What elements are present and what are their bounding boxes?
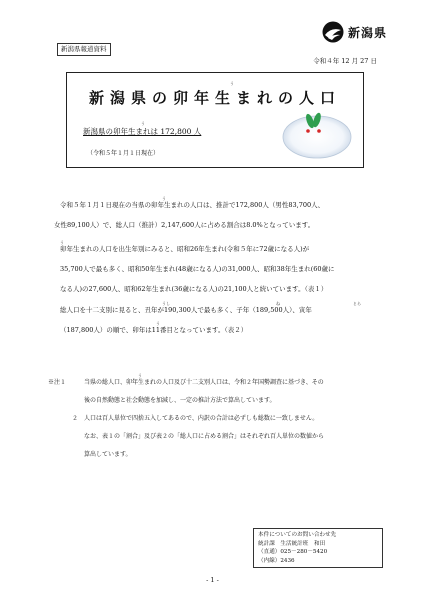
press-release-label: 新潟県報道資料 (57, 43, 111, 56)
ruby-u-p3: う (156, 321, 160, 326)
as-of-date: （令和５年１月１日現在） (87, 150, 160, 157)
ruby-u-summary: う (141, 121, 145, 126)
note-1 (84, 374, 324, 410)
body-line: 令和５年１月１日現在の当県の卯年生まれの人口は、推計で172,800人（男性83,700人、 (60, 201, 325, 209)
note-line: なお、表１の「割合」及び表２の「総人口に占める割合」はそれぞれ百人単位の数値から (84, 433, 325, 440)
headline-summary: 新潟県の卯年生まれは 172,800 人 (83, 127, 202, 136)
contact-line: 統計課 生活統計班 和田 (258, 540, 326, 547)
body-paragraph-1 (54, 195, 325, 235)
note-line: 当県の総人口、卯年生まれの人口及び十二支別人口は、令和２年国勢調査に基づき、その (84, 379, 324, 386)
headline-box (66, 72, 364, 168)
ruby-u-title: う (230, 81, 234, 86)
ruby-u-note: う (138, 373, 142, 378)
body-line: 総人口を十二支別に見ると、丑年が190,300人で最も多く、子年（189,500人）、寅年 (60, 306, 312, 314)
body-line: 女性89,100人）で、総人口（推計）2,147,600人に占める割合は8.0%となっています。 (54, 221, 315, 229)
logo-text: 新潟県 (348, 25, 388, 40)
page-title: 新潟県の卯年生まれの人口 (88, 89, 341, 107)
body-line: 35,700人で最も多く、昭和50年生まれ(48歳になる人)の31,000人、昭和38年生まれ(60歳に (60, 265, 335, 273)
ruby-u-p1: う (162, 196, 166, 201)
contact-line: （内線）2436 (258, 557, 295, 564)
body-line: 卯年生まれの人口を出生年別にみると、昭和26年生まれ(令和５年に72歳になる人)が (60, 245, 310, 253)
note-line: 人口は百人単位で四捨五入してあるので、内訳の合計は必ずしも総数に一致しません。 (84, 415, 319, 422)
body-paragraph-2 (60, 239, 335, 299)
note-1-mark: ※注１ (48, 379, 67, 386)
snow-rabbit-icon (279, 109, 355, 161)
niigata-logo-icon (322, 21, 344, 43)
contact-line: （直通）025－280－5420 (258, 549, 328, 556)
note-2 (84, 410, 324, 464)
body-line: なる人)の27,600人、昭和62年生まれ(36歳になる人)の21,100人と続いています。（表１） (60, 285, 328, 293)
release-date: 令和４年 12 月 27 日 (313, 57, 377, 65)
contact-line: 本件についてのお問い合わせ先 (258, 532, 337, 538)
ruby-u-p2: う (60, 240, 64, 245)
ruby-tora: とら (353, 301, 361, 306)
body-paragraph-3 (60, 300, 312, 340)
page-number: - 1 - (206, 576, 219, 584)
body-line: （187,800人）の順で、卯年は11番目となっています。（表２） (60, 326, 248, 334)
note-line: 後の自然動態と社会動態を加減し、一定の推計方法で算出しています。 (84, 397, 276, 404)
note-line: 算出しています。 (84, 451, 132, 458)
note-2-mark: ２ (72, 415, 79, 422)
contact-box (253, 528, 383, 568)
niigata-logo (322, 19, 412, 45)
ruby-ushi: うし (162, 301, 170, 306)
ruby-ne: ね (276, 301, 280, 306)
